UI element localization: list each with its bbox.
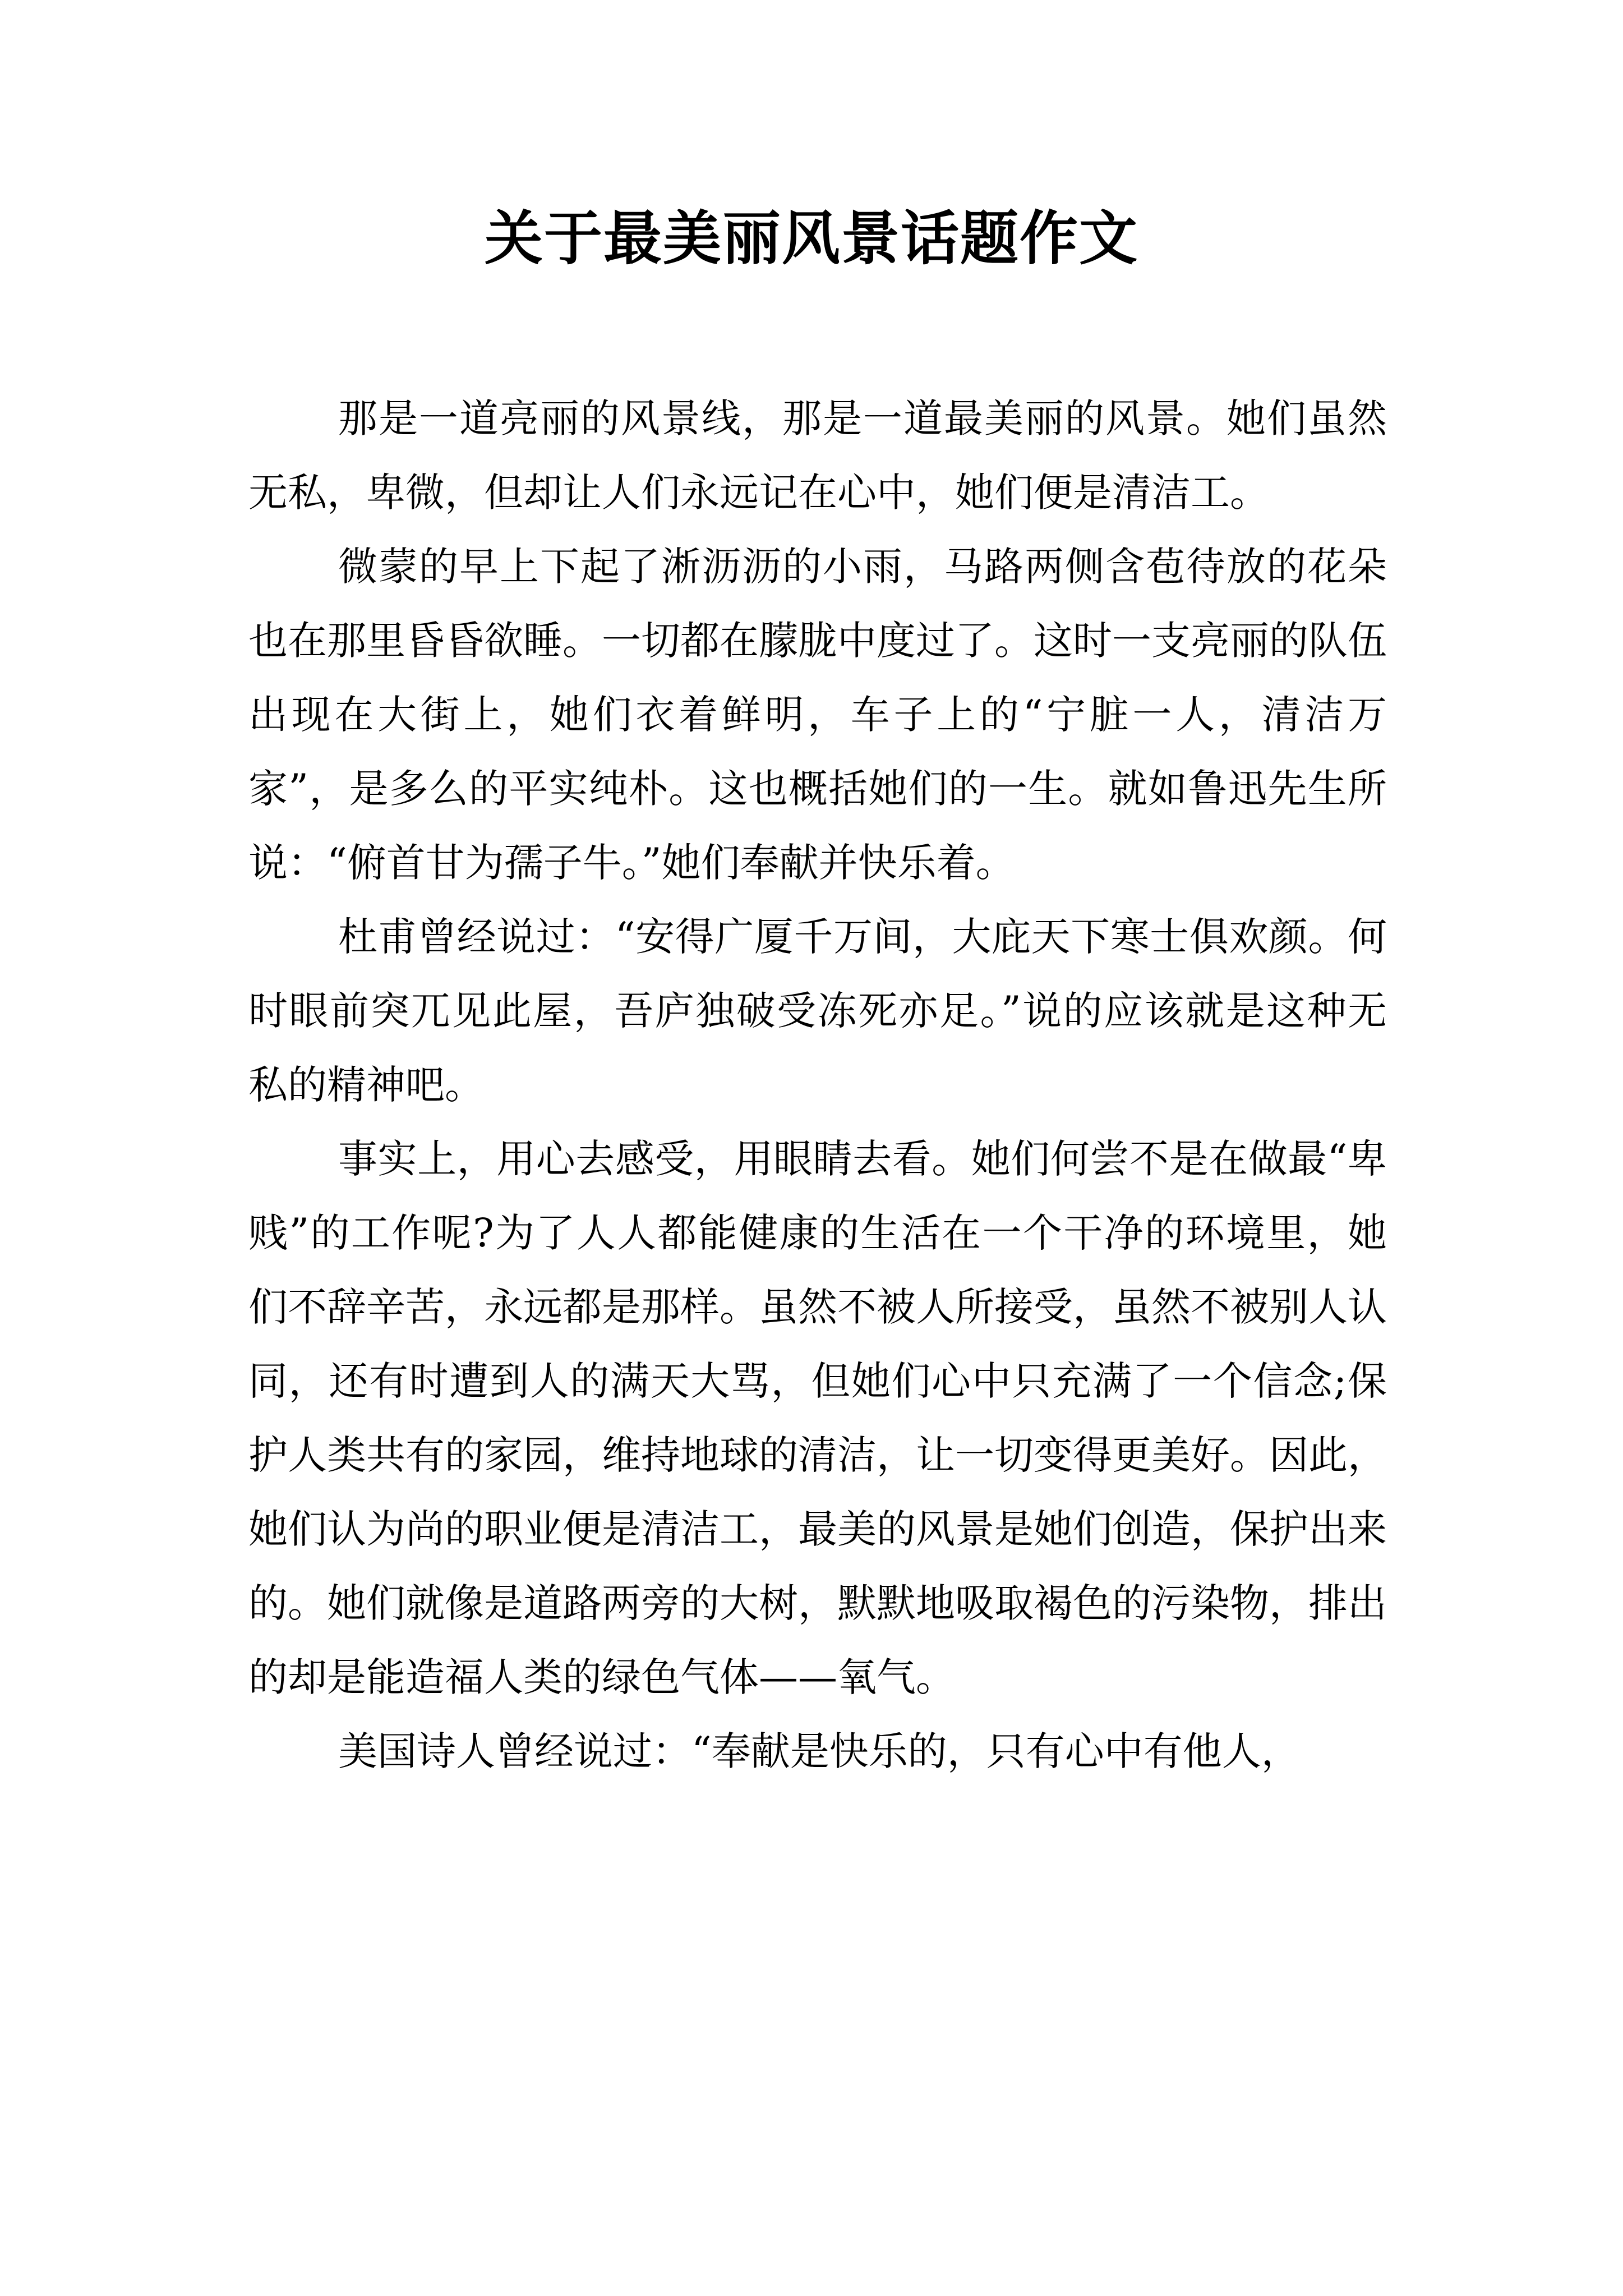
paragraph: 事实上，用心去感受，用眼睛去看。她们何尝不是在做最“卑贱”的工作呢?为了人人都能健康的生活在一个干净的环境里，她们不辞辛苦，永远都是那样。虽然不被人所接受，虽然不被别人认同，还有时遭到人的满天大骂，但她们心中只充满了一个信念;保护人类共有的家园，维持地球的清洁，让一切变得更美好。因此，她们认为尚的职业便是清洁工，最美的风景是她们创造，保护出来的。她们就像是道路两旁的大树，默默地吸取褐色的污染物，排出的却是能造福人类的绿色气体——氧气。 [248,1136,1387,1700]
paragraph: 那是一道亮丽的风景线，那是一道最美丽的风景。她们虽然无私，卑微，但却让人们永远记在心中，她们便是清洁工。 [248,395,1387,516]
paragraph: 杜甫曾经说过：“安得广厦千万间，大庇天下寒士俱欢颜。何时眼前突兀见此屋，吾庐独破受冻死亦足。”说的应该就是这种无私的精神吧。 [248,914,1387,1108]
paragraph: 微蒙的早上下起了淅沥沥的小雨，马路两侧含苞待放的花朵也在那里昏昏欲睡。一切都在朦胧中度过了。这时一支亮丽的队伍出现在大街上，她们衣着鲜明，车子上的“宁脏一人，清洁万家”，是多么的平实纯朴。这也概括她们的一生。就如鲁迅先生所说：“俯首甘为孺子牛。”她们奉献并快乐着。 [248,544,1387,886]
document-title: 关于最美丽风景话题作文 [484,204,1138,273]
document-body [248,381,1387,1788]
paragraph: 美国诗人曾经说过：“奉献是快乐的，只有心中有他人， [338,1728,1301,1774]
